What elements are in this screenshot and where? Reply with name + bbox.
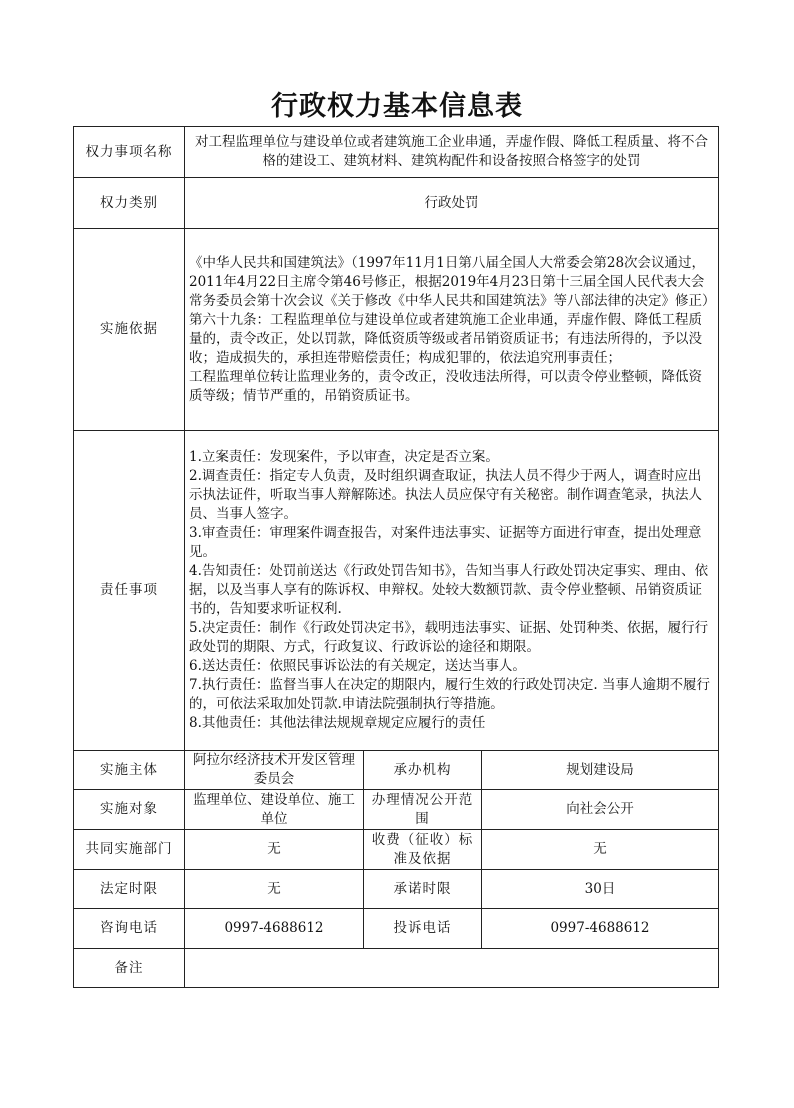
responsibility-item: 8.其他责任：其他法律法规规章规定应履行的责任 xyxy=(189,715,486,731)
responsibility-value xyxy=(185,431,719,751)
power-name-value: 对工程监理单位与建设单位或者建筑施工企业串通，弄虚作假、降低工程质量、将不合格的建设工、建筑材料、建筑构配件和设备按照合格签字的处罚 xyxy=(185,127,719,178)
responsibility-item: 5.决定责任：制作《行政处罚决定书》，载明违法事实、证据、处罚种类、依据，履行行政处罚的期限、方式，行政复议、行政诉讼的途径和期限。 xyxy=(189,620,709,655)
complaint-phone-value: 0997-4688612 xyxy=(482,909,719,949)
promised-time-label: 承诺时限 xyxy=(364,870,482,909)
row-remarks xyxy=(74,949,719,988)
consult-phone-value: 0997-4688612 xyxy=(185,909,364,949)
row-target xyxy=(74,790,719,830)
responsibility-label: 责任事项 xyxy=(74,431,185,751)
responsibility-item: 2.调查责任：指定专人负责，及时组织调查取证，执法人员不得少于两人，调查时应出示执法证件，听取当事人辩解陈述。执法人员应保守有关秘密。制作调查笔录，执法人员、当事人签字。 xyxy=(189,468,702,522)
responsibility-item: 4.告知责任：处罚前送达《行政处罚告知书》，告知当事人行政处罚决定事实、理由、依据，以及当事人享有的陈诉权、申辩权。处较大数额罚款、责令停业整顿、吊销资质证书的，告知要求听证权利. xyxy=(189,563,709,617)
row-responsibility xyxy=(74,431,719,751)
remarks-label: 备注 xyxy=(74,949,185,988)
responsibility-item: 6.送达责任：依照民事诉讼法的有关规定，送达当事人。 xyxy=(189,658,526,674)
subject-value: 阿拉尔经济技术开发区管理委员会 xyxy=(185,751,364,790)
row-power-name xyxy=(74,127,719,178)
basis-label: 实施依据 xyxy=(74,229,185,431)
row-phone xyxy=(74,909,719,949)
disclosure-label: 办理情况公开范围 xyxy=(364,790,482,830)
fee-label: 收费（征收）标准及依据 xyxy=(364,830,482,870)
row-power-category xyxy=(74,178,719,229)
fee-value: 无 xyxy=(482,830,719,870)
complaint-phone-label: 投诉电话 xyxy=(364,909,482,949)
responsibility-item: 3.审查责任：审理案件调查报告，对案件违法事实、证据等方面进行审查，提出处理意见。 xyxy=(189,525,702,560)
agency-value: 规划建设局 xyxy=(482,751,719,790)
joint-value: 无 xyxy=(185,830,364,870)
responsibility-item: 1.立案责任：发现案件，予以审查，决定是否立案。 xyxy=(189,449,499,465)
promised-time-value: 30日 xyxy=(482,870,719,909)
subject-label: 实施主体 xyxy=(74,751,185,790)
power-name-label: 权力事项名称 xyxy=(74,127,185,178)
power-category-label: 权力类别 xyxy=(74,178,185,229)
target-label: 实施对象 xyxy=(74,790,185,830)
basis-paragraph: 《中华人民共和国建筑法》（1997年11月1日第八届全国人大常委会第28次会议通过，2011年4月22日主席令第46号修正，根据2019年4月23日第十三届全国人民代表大会常务委员会第十次会议《关于修改《中华人民共和国建筑法》等八部法律的决定》修正）第六十九条：工程监理单位与建设单位或者建筑施工企业串通，弄虚作假、降低工程质量的，责令改正，处以罚款，降低资质等级或者吊销资质证书；有违法所得的，予以没收；造成损失的，承担连带赔偿责任；构成犯罪的，依法追究刑事责任； xyxy=(189,254,709,366)
info-table xyxy=(73,126,719,988)
page-title: 行政权力基本信息表 xyxy=(271,91,523,122)
disclosure-value: 向社会公开 xyxy=(482,790,719,830)
agency-label: 承办机构 xyxy=(364,751,482,790)
power-category-value: 行政处罚 xyxy=(185,178,719,229)
row-subject xyxy=(74,751,719,790)
basis-paragraph: 工程监理单位转让监理业务的，责令改正，没收违法所得，可以责令停业整顿，降低资质等级；情节严重的，吊销资质证书。 xyxy=(189,368,702,404)
legal-time-label: 法定时限 xyxy=(74,870,185,909)
target-value: 监理单位、建设单位、施工单位 xyxy=(185,790,364,830)
basis-value xyxy=(185,229,719,431)
row-time xyxy=(74,870,719,909)
consult-phone-label: 咨询电话 xyxy=(74,909,185,949)
joint-label: 共同实施部门 xyxy=(74,830,185,870)
legal-time-value: 无 xyxy=(185,870,364,909)
row-basis xyxy=(74,229,719,431)
remarks-value xyxy=(185,949,719,988)
row-joint xyxy=(74,830,719,870)
responsibility-item: 7.执行责任：监督当事人在决定的期限内，履行生效的行政处罚决定. 当事人逾期不履行的，可依法采取加处罚款.申请法院强制执行等措施。 xyxy=(189,677,710,712)
